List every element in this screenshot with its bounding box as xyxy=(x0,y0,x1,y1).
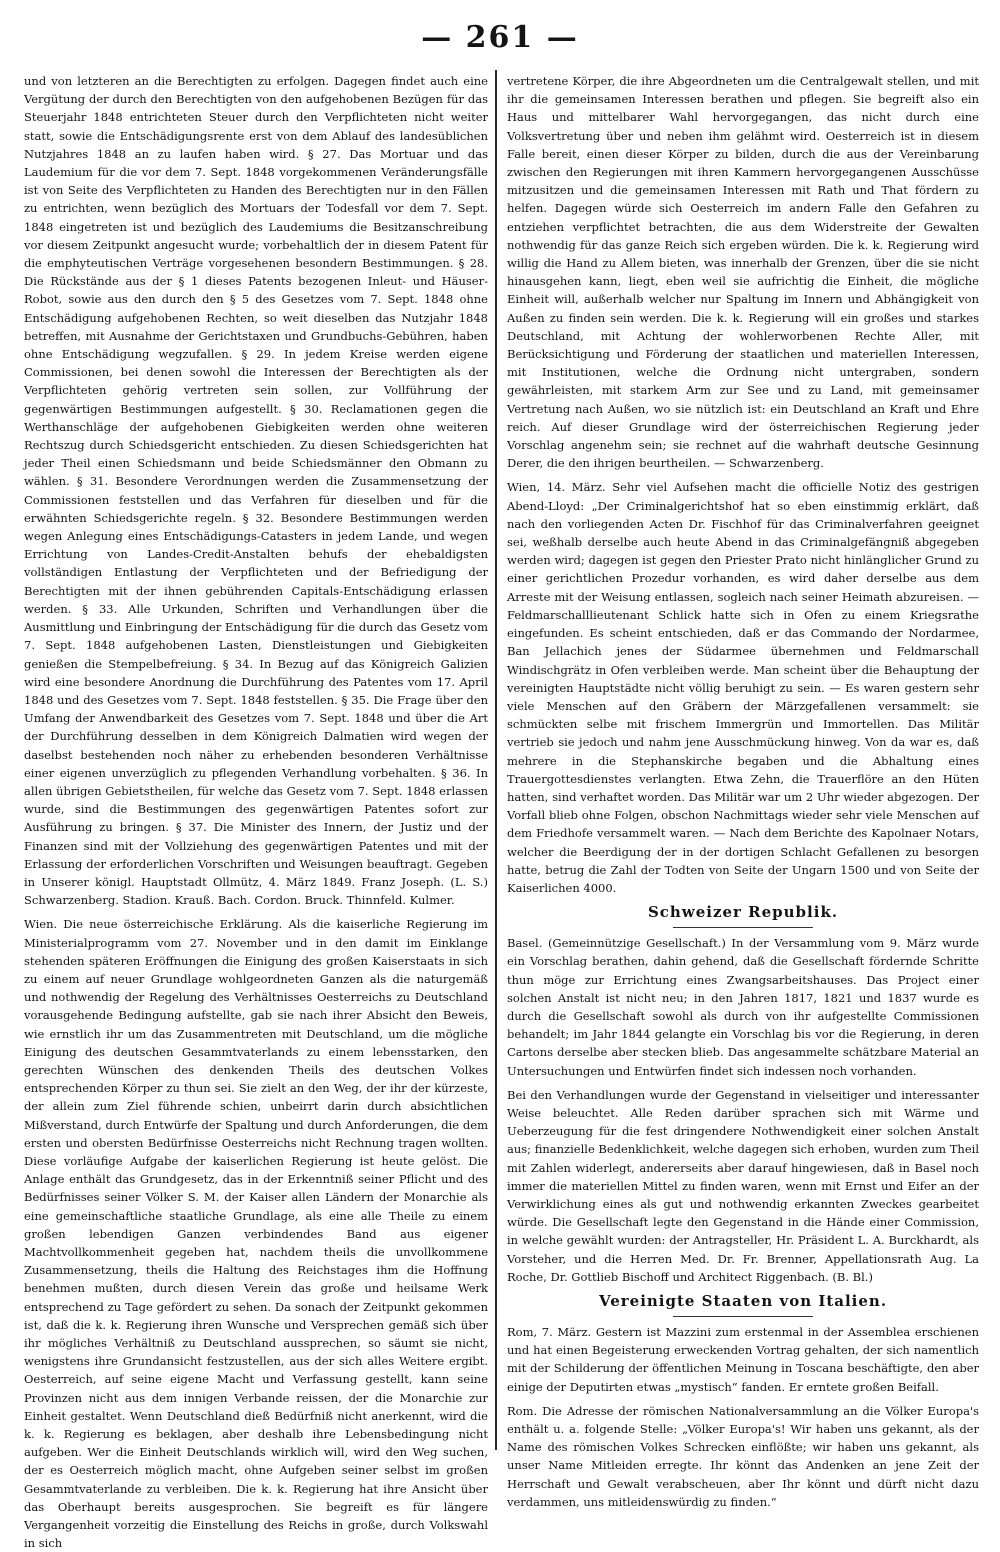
right-paragraph-rom-adresse: Rom. Die Adresse der römischen Nationalversammlung an die Völker Europa's enthält u. a. folgende Stelle: „Völker Europa's! Wir haben uns gekannt, als der Name des römischen Volkes Schrecken einflößte; wir haben uns gekannt, als unser Name Mitleiden erregte. Ihr könnt das Andenken an jene Zeit der Herrschaft und Gewalt verabscheuen, aber Ihr könnt und dürft nicht dazu verdammen, uns mitleidenswürdig zu finden.“ xyxy=(507,1403,979,1509)
right-paragraph-wien-14-maerz: Wien, 14. März. Sehr viel Aufsehen macht die officielle Notiz des gestrigen Abend-Lloyd: „Der Criminalgerichtshof hat so eben einstimmig erklärt, daß nach den vorliegenden Acten Dr. Fischhof für das Criminalverfahren geeignet sei, weßhalb derselbe auch heute Abend in das Criminalgefängniß abgegeben werden wird; dagegen ist gegen den Priester Prato nicht hinlänglicher Grund zu einer gerichtlichen Prozedur vorhanden, es wird daher derselbe aus dem Arreste mit der Weisung entlassen, sogleich nach seiner Heimath abzureisen. — Feldmarschalllieutenant Schlick hatte sich in Ofen zu einem Kriegsrathe eingefunden. Es scheint entschieden, daß er das Commando der Nordarmee, Ban Jellachich jenes der Südarmee übernehmen und Feldmarschall Windischgrätz in Ofen verbleiben werde. Man scheint über die Behauptung der vereinigten Hauptstädte nicht völlig beruhigt zu sein. — Es waren gestern sehr viele Menschen auf den Gräbern der Märzgefallenen versammelt: sie schmückten selbe mit frischem Immergrün und Immortellen. Das Militär vertrieb sie jedoch und nahm jene Ausschmückung hinweg. Von da war es, daß mehrere in die Stephanskirche begaben und die Abhaltung eines Trauergottesdienstes verlangten. Etwa Zehn, die Trauerflöre an den Hüten hatten, sind verhaftet worden. Das Militär war um 2 Uhr wieder abgezogen. Der Vorfall blieb ohne Folgen, obschon Nachmittags wieder sehr viele Menschen auf dem Friedhofe versammelt waren. — Nach dem Berichte des Kapolnaer Notars, welcher die Beerdigung der in der dortigen Schlacht Gefallenen zu besorgen hatte, betrug die Zahl der Todten von Seite der Ungarn 1500 und von Seite der Kaiserlichen 4000. xyxy=(507,480,979,895)
page-number: — 261 — xyxy=(421,20,579,55)
right-paragraph-rom-mazzini: Rom, 7. März. Gestern ist Mazzini zum erstenmal in der Assemblea erschienen und hat einen Begeisterung erweckenden Vortrag gehalten, der sich namentlich mit der Schilderung der öffentlichen Meinung in Toscana beschäftigte, den aber einige der Deputirten etwas „mystisch“ fanden. Er erntete großen Beifall. xyxy=(507,1325,979,1394)
left-paragraph-wien-declaration: Wien. Die neue österreichische Erklärung. Als die kaiserliche Regierung im Ministerialprogramm vom 27. November und in den damit im Einklange stehenden späteren Eröffnungen die Einigung des großen Kaiserstaats in sich zu einem auf neuer Grundlage wohlgeordneten Ganzen als die naturgemäß und nothwendig der Regelung des Verhältnisses Oesterreichs zu Deutschland vorausgehende Bedingung aufstellte, gab sie nach ihrer Absicht den Beweis, wie ernstlich ihr um das Zusammentreten mit Deutschland, um die mögliche Einigung des deutschen Gesammtvaterlands zu einem lebensstarken, den gerechten Wünschen des denkenden Theils des deutschen Volkes entsprechenden Körper zu thun sei. Sie zielt an den Weg, der ihr der kürzeste, der allein zum Ziel führende schien, unbeirrt darin durch absichtlichen Mißverstand, durch Entwürfe der Spaltung und durch Anforderungen, die dem ersten und obersten Bedürfnisse Oesterreichs nicht Rechnung tragen wollten. Diese vorläufige Aufgabe der kaiserlichen Regierung ist heute gelöst. Die Anlage enthält das Grundgesetz, das in der Erkenntniß seiner Pflicht und des Bedürfnisses seiner Völker S. M. der Kaiser allen Ländern der Monarchie als eine gemeinschaftliche staatliche Grundlage, als eine alle Theile zu einem großen lebendigen Ganzen verbindendes Band aus eigener Machtvollkommenheit gegeben hat, nachdem theils die unvollkommene Zusammensetzung, theils die Haltung des Reichstages ihm die Hoffnung benehmen mußten, durch diesen Verein das große und heilsame Werk entsprechend zu Tage gefördert zu sehen. Da sonach der Zeitpunkt gekommen ist, daß die k. k. Regierung ihren Wunsche und Versprechen gemäß sich über ihr mögliches Verhältniß zu Deutschland aussprechen, so säumt sie nicht, wenigstens ihre Grundansicht festzustellen, aus der sich alles Weitere ergibt. Oesterreich, auf seine eigene Macht und Verfassung gestellt, kann seine Provinzen nicht aus dem innigen Verbande reissen, der die Monarchie zur Einheit gestaltet. Wenn Deutschland dieß Bedürfniß nicht anerkennt, wird die k. k. Regierung es beklagen, aber deshalb ihre Lebensbedingung nicht aufgeben. Wer die Einheit Deutschlands wirklich will, wird den Weg suchen, der es Oesterreich möglich macht, ohne Aufgeben seiner selbst im großen Gesammtvaterlande zu verbleiben. Die k. k. Regierung hat ihre Ansicht über das Oberhaupt bereits ausgesprochen. Sie begreift es für längere Vergangenheit vorzeitig die Einstellung des Reichs in große, durch Volkswahl in sich xyxy=(24,917,488,1551)
left-paragraph-patent: und von letzteren an die Berechtigten zu erfolgen. Dagegen findet auch eine Vergütung der durch den Berechtigten von den aufgehobenen Bezügen für das Steuerjahr 1848 entrichteten Steuer durch den Verpflichteten nicht weiter statt, sowie die Entschädigungsrente erst von dem Ablauf des landesüblichen Nutzjahres 1848 an zu laufen haben wird. § 27. Das Mortuar und das Laudemium für die vor dem 7. Sept. 1848 vorgekommenen Veränderungsfälle ist von Seite des Verpflichteten zu Handen des Berechtigten nur in den Fällen zu entrichten, wenn bezüglich des Mortuars der Todesfall vor dem 7. Sept. 1848 eingetreten ist und bezüglich des Laudemiums die Besitzanschreibung vor diesem Zeitpunkt angesucht wurde; vorbehaltlich der in diesem Patent für die emphyteutischen Verträge vorgesehenen besondern Bestimmungen. § 28. Die Rückstände aus der § 1 dieses Patents bezogenen Inleut- und Häuser-Robot, sowie aus den durch den § 5 des Gesetzes vom 7. Sept. 1848 ohne Entschädigung aufgehobenen Rechten, so weit dieselben das Nutzjahr 1848 betreffen, mit Ausnahme der Gerichtstaxen und Grundbuchs-Gebühren, haben ohne Entschädigung wegzufallen. § 29. In jedem Kreise werden eigene Commissionen, bei denen sowohl die Interessen der Berechtigten als der Verpflichteten gehörig vertreten sein sollen, zur Vollführung der gegenwärtigen Bestimmungen aufgestellt. § 30. Reclamationen gegen die Werthanschläge der aufgehobenen Giebigkeiten werden ohne weiteren Rechtszug durch Schiedsgericht entschieden. Zu diesen Schiedsgerichten hat jeder Theil einen Schiedsmann und beide Schiedsmänner den Obmann zu wählen. § 31. Besondere Verordnungen werden die Zusammensetzung der Commissionen feststellen und das Verfahren für dieselben und für die erwähnten Schiedsgerichte regeln. § 32. Besondere Bestimmungen werden wegen Anlegung eines Entschädigungs-Catasters in jedem Lande, und wegen Errichtung von Landes-Credit-Anstalten behufs der ehebaldigsten vollständigen Entlastung der Verpflichteten und der Befriedigung der Berechtigten mit der ihnen gebührenden Capitals-Entschädigung erlassen werden. § 33. Alle Urkunden, Schriften und Verhandlungen über die Ausmittlung und Einbringung der Entschädigung für die durch das Gesetz vom 7. Sept. 1848 aufgehobenen Lasten, Dienstleistungen und Giebigkeiten genießen die Stempelbefreiung. § 34. In Bezug auf das Königreich Galizien wird eine besondere Anordnung die Durchführung des Patentes vom 17. April 1848 und des Gesetzes vom 7. Sept. 1848 feststellen. § 35. Die Frage über den Umfang der Anwendbarkeit des Gesetzes vom 7. Sept. 1848 und über die Art der Durchführung desselben in dem Königreich Dalmatien wird wegen der daselbst bestehenden noch näher zu erhebenden besonderen Verhältnisse einer eigenen unverzüglich zu pflegenden Verhandlung vorbehalten. § 36. In allen übrigen Gebietstheilen, für welche das Gesetz vom 7. Sept. 1848 erlassen wurde, sind die Bestimmungen des gegenwärtigen Patentes sofort zur Ausführung zu bringen. § 37. Die Minister des Innern, der Justiz und der Finanzen sind mit der Vollziehung des gegenwärtigen Patentes und mit der Erlassung der erforderlichen Vorschriften und Weisungen beauftragt. Gegeben in Unserer königl. Hauptstadt Ollmütz, 4. März 1849. Franz Joseph. (L. S.) Schwarzenberg. Stadion. Krauß. Bach. Cordon. Bruck. Thinnfeld. Kulmer. xyxy=(24,74,488,908)
right-column xyxy=(507,72,979,1509)
right-paragraph-basel: Basel. (Gemeinnützige Gesellschaft.) In der Versammlung vom 9. März wurde ein Vorschlag berathen, dahin gehend, daß die Gesellschaft fördernde Schritte thun möge zur Errichtung eines Zwangsarbeitshauses. Das Project einer solchen Anstalt ist nicht neu; in den Jahren 1817, 1821 und 1837 wurde es durch die Gesellschaft sowohl als durch von ihr aufgestellte Commissionen behandelt; im Jahr 1844 gelangte ein Vorschlag bis vor die Regierung, in deren Cartons derselbe aber stecken blieb. Das angesammelte schätzbare Material an Untersuchungen und Entwürfen findet sich indessen noch vorhanden. xyxy=(507,936,979,1078)
section-rule xyxy=(673,927,813,928)
right-paragraph-continuation: vertretene Körper, die ihre Abgeordneten um die Centralgewalt stellen, und mit ihr die gemeinsamen Interessen berathen und pflegen. Sie begreift also ein Haus und mittelbarer Wahl hervorgegangen, das nicht durch eine Volksvertretung über und neben ihm gelähmt wird. Oesterreich ist in diesem Falle bereit, einen dieser Körper zu bilden, durch die aus der Vereinbarung zwischen den Regierungen mit ihren Kammern hervorgegangenen Ausschüsse mitzusitzen und die gemeinsamen Interessen mit Rath und That fördern zu helfen. Dagegen würde sich Oesterreich im andern Falle den Gefahren zu entziehen verpflichtet betrachten, die aus dem Widerstreite der Gewalten nothwendig für das ganze Reich sich ergeben würden. Die k. k. Regierung wird willig die Hand zu Allem bieten, was innerhalb der Grenzen, über die sie nicht hinausgehen kann, liegt, eben weil sie aufrichtig die Einheit, die mögliche Einheit will, außerhalb welcher nur Spaltung im Innern und Abhängigkeit von Außen zu finden sein werden. Die k. k. Regierung will ein großes und starkes Deutschland, mit Achtung der wohlerworbenen Rechte Aller, mit Berücksichtigung und Förderung der staatlichen und materiellen Interessen, mit Institutionen, welche die Ordnung nicht untergraben, sondern gewährleisten, mit starkem Arm zur See und zu Land, mit gemeinsamer Vertretung nach Außen, wo sie nützlich ist: ein Deutschland an Kraft und Ehre reich. Auf dieser Grundlage wird der österreichischen Regierung jeder Vorschlag angenehm sein; sie rechnet auf die wahrhaft deutsche Gesinnung Derer, die den ihrigen beurtheilen. — Schwarzenberg. xyxy=(507,74,979,471)
left-column xyxy=(24,72,488,1551)
right-paragraph-basel-verhandlungen: Bei den Verhandlungen wurde der Gegenstand in vielseitiger und interessanter Weise beleuchtet. Alle Reden darüber sprachen sich mit Wärme und Ueberzeugung für die fest dringendere Nothwendigkeit einer solchen Anstalt aus; finanzielle Bedenklichkeit, welche dagegen sich erhoben, wurden zum Theil mit Zahlen widerlegt, andererseits aber darauf hingewiesen, daß in Basel noch immer die materiellen Mittel zu finden waren, wenn mit Ernst und Eifer an der Verwirklichung eines als gut und nothwendig erkannten Zweckes gearbeitet würde. Die Gesellschaft legte den Gegenstand in die Hände einer Commission, in welche gewählt wurden: der Antragsteller, Hr. Präsident L. A. Burckhardt, als Vorsteher, und die Herren Med. Dr. Fr. Brenner, Appellationsrath Aug. La Roche, Dr. Gottlieb Bischoff und Architect Riggenbach. (B. Bl.) xyxy=(507,1087,979,1284)
section-heading-italien: Vereinigte Staaten von Italien. xyxy=(598,1292,888,1310)
column-divider xyxy=(495,70,497,1450)
section-rule xyxy=(673,1316,813,1317)
section-heading-schweiz: Schweizer Republik. xyxy=(647,903,839,922)
